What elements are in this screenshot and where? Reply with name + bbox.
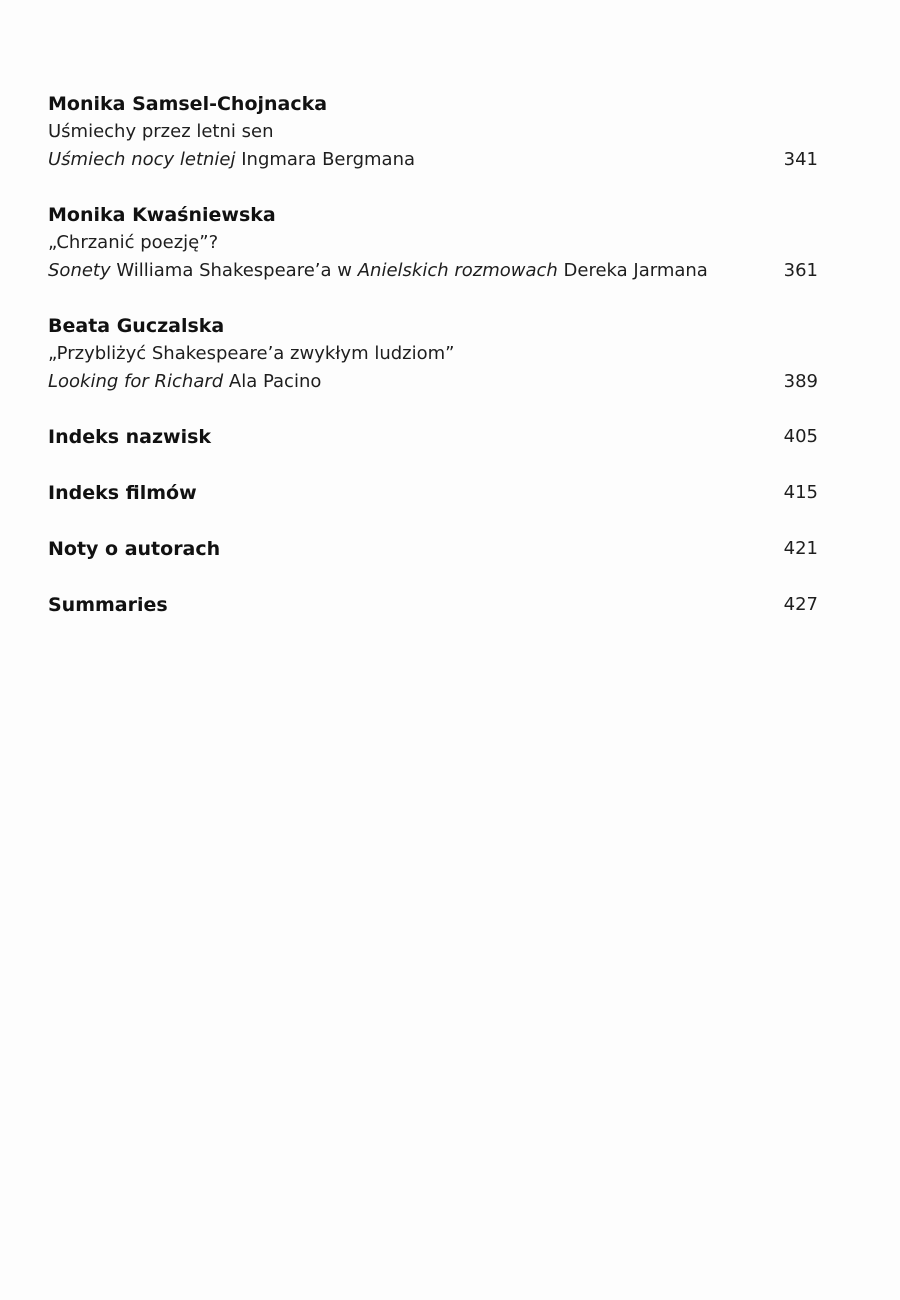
section-title: Indeks nazwisk <box>48 426 212 448</box>
entry-subtitle-text: Ala Pacino <box>223 371 322 392</box>
section-page-number: 427 <box>783 594 818 615</box>
section-page-number: 405 <box>783 426 818 447</box>
section-title: Indeks filmów <box>48 482 197 504</box>
toc-section-index-names <box>48 423 818 451</box>
entry-subtitle-italic: Uśmiech nocy letniej <box>48 149 236 170</box>
entry-author: Beata Guczalska <box>48 315 225 337</box>
entry-subtitle <box>48 257 818 285</box>
toc-section-index-films <box>48 479 818 507</box>
entry-subtitle-text: Williama Shakespeare’a w <box>110 260 358 281</box>
toc-entry <box>48 90 818 174</box>
section-page-number: 421 <box>783 538 818 559</box>
toc-section-author-notes <box>48 535 818 563</box>
toc-entry <box>48 201 818 285</box>
table-of-contents <box>48 90 818 647</box>
section-title: Noty o autorach <box>48 538 221 560</box>
entry-subtitle-text: Ingmara Bergmana <box>235 149 416 170</box>
entry-author: Monika Kwaśniewska <box>48 204 276 226</box>
entry-subtitle <box>48 368 818 396</box>
entry-title: „Przybliżyć Shakespeare’a zwykłym ludziom” <box>48 343 455 364</box>
entry-subtitle <box>48 146 818 174</box>
section-page-number: 415 <box>783 482 818 503</box>
entry-subtitle-italic: Sonety <box>48 260 111 281</box>
toc-entry <box>48 312 818 396</box>
entry-subtitle-italic: Looking for Richard <box>48 371 224 392</box>
entry-page-number: 361 <box>783 260 818 281</box>
entry-page-number: 389 <box>783 371 818 392</box>
entry-page-number: 341 <box>783 149 818 170</box>
entry-subtitle-text: Dereka Jarmana <box>557 260 708 281</box>
entry-subtitle-italic: Anielskich rozmowach <box>357 260 558 281</box>
toc-section-summaries <box>48 591 818 619</box>
section-title: Summaries <box>48 594 168 616</box>
entry-author: Monika Samsel-Chojnacka <box>48 93 328 115</box>
entry-title: Uśmiechy przez letni sen <box>48 121 274 142</box>
entry-title: „Chrzanić poezję”? <box>48 232 219 253</box>
